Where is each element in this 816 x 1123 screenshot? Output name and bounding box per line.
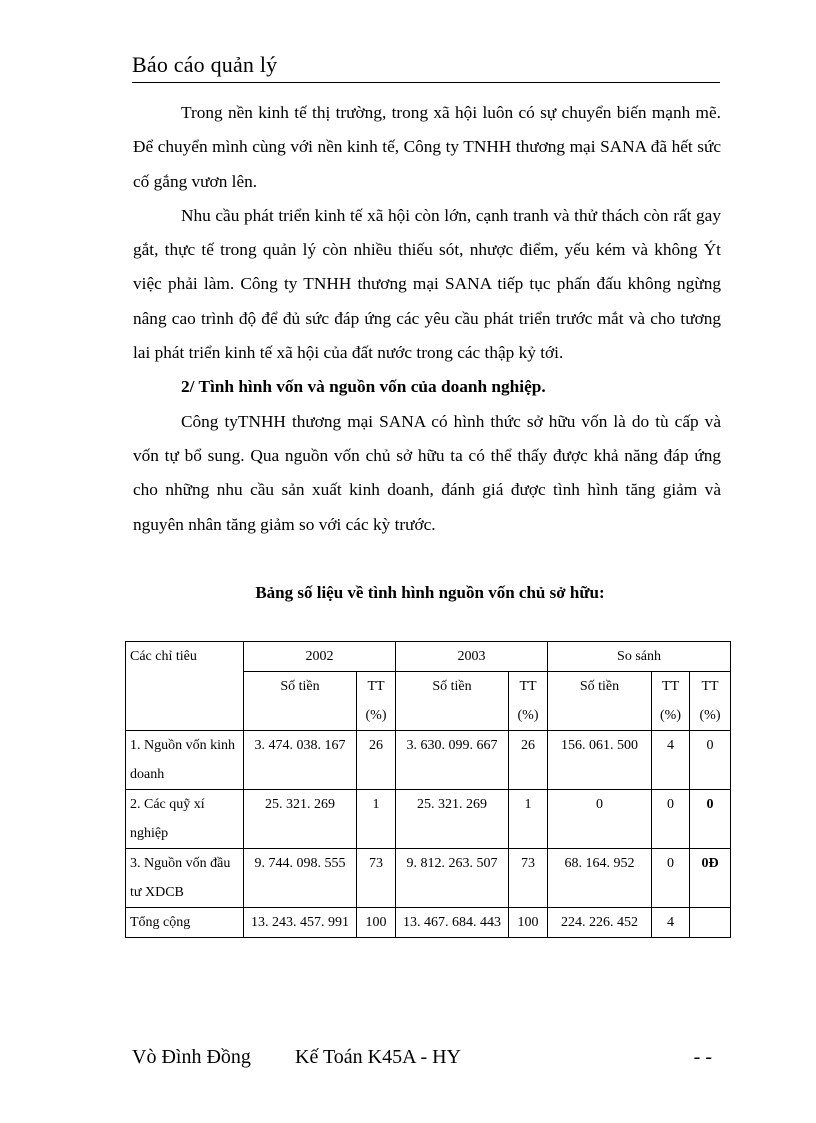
equity-table [125,641,731,938]
cell-amount-2003: 3. 630. 099. 667 [396,731,509,790]
cell-ratio-b: 0 [690,731,731,790]
cell-ratio-b: 0Đ [690,849,731,908]
cell-amount-2002: 3. 474. 038. 167 [244,731,357,790]
footer-class: Kế Toán K45A - HY [295,1046,461,1068]
row-label: 2. Các quỹ xí nghiệp [126,790,244,849]
footer-page-number: - - [693,1046,712,1068]
header-criteria: Các chỉ tiêu [126,642,244,731]
header-year-2002: 2002 [244,642,396,672]
cell-ratio-b: 0 [690,790,731,849]
subheader-amount-2003: Số tiền [396,672,509,731]
row-label: 1. Nguồn vốn kinh doanh [126,731,244,790]
table-row [126,849,731,908]
cell-ratio-a: 4 [652,731,690,790]
cell-ratio-2002: 1 [357,790,396,849]
subheader-ratio-2002: TT (%) [357,672,396,731]
page-header-title: Báo cáo quản lý [132,52,278,77]
cell-amount-2003: 13. 467. 684. 443 [396,908,509,938]
cell-ratio-2002: 100 [357,908,396,938]
section-heading: 2/ Tình hình vốn và nguồn vốn của doanh nghiệp. [181,377,546,397]
subheader-ratio-compare-b: TT (%) [690,672,731,731]
row-label: Tổng cộng [126,908,244,938]
table-row [126,731,731,790]
cell-diff: 224. 226. 452 [548,908,652,938]
subheader-ratio-compare-a: TT (%) [652,672,690,731]
cell-amount-2003: 25. 321. 269 [396,790,509,849]
cell-diff: 156. 061. 500 [548,731,652,790]
cell-ratio-2003: 73 [509,849,548,908]
cell-amount-2002: 25. 321. 269 [244,790,357,849]
cell-amount-2002: 13. 243. 457. 991 [244,908,357,938]
subheader-amount-compare: Số tiền [548,672,652,731]
row-label: 3. Nguồn vốn đầu tư XDCB [126,849,244,908]
subheader-amount-2002: Số tiền [244,672,357,731]
cell-ratio-a: 4 [652,908,690,938]
table-total-row [126,908,731,938]
paragraph-capital: Công tyTNHH thương mại SANA có hình thức sở hữu vốn là do tù cấp và vốn tự bổ sung. Qua nguồn vốn chủ sở hữu ta có thể thấy được khả năng đáp ứng cho những nhu cầu sản xuất kinh doanh, đánh giá được tình hình tăng giảm và nguyên nhân tăng giảm so với các kỳ trước. [133,411,721,534]
cell-ratio-2002: 26 [357,731,396,790]
cell-diff: 0 [548,790,652,849]
cell-ratio-b [690,908,731,938]
table-row [126,790,731,849]
cell-ratio-2003: 26 [509,731,548,790]
header-year-2003: 2003 [396,642,548,672]
cell-ratio-a: 0 [652,790,690,849]
cell-ratio-a: 0 [652,849,690,908]
cell-ratio-2003: 100 [509,908,548,938]
header-divider [132,82,720,83]
cell-amount-2002: 9. 744. 098. 555 [244,849,357,908]
table-caption: Bảng số liệu về tình hình nguồn vốn chủ sở hữu: [255,583,605,602]
document-body [133,96,721,542]
cell-amount-2003: 9. 812. 263. 507 [396,849,509,908]
cell-diff: 68. 164. 952 [548,849,652,908]
cell-ratio-2002: 73 [357,849,396,908]
page-footer [132,1046,712,1076]
header-compare: So sánh [548,642,731,672]
footer-author: Vò Đình Đồng [132,1046,251,1068]
cell-ratio-2003: 1 [509,790,548,849]
paragraph-intro: Trong nền kinh tế thị trường, trong xã hội luôn có sự chuyển biến mạnh mẽ. Để chuyển mình cùng với nền kinh tế, Công ty TNHH thương mại SANA đã hết sức cố gắng vươn lên. [133,103,721,191]
subheader-ratio-2003: TT (%) [509,672,548,731]
table-header-row [126,642,731,672]
paragraph-needs: Nhu cầu phát triển kinh tế xã hội còn lớn, cạnh tranh và thử thách còn rất gay gắt, thực tế trong quản lý còn nhiều thiếu sót, nhược điểm, yếu kém và không Ýt việc phải làm. Công ty TNHH thương mại SANA tiếp tục phấn đấu không ngừng nâng cao trình độ để đủ sức đáp ứng các yêu cầu phát triển trước mắt và cho tương lai phát triển kinh tế xã hội của đất nước trong các thập kỷ tới. [133,205,721,363]
